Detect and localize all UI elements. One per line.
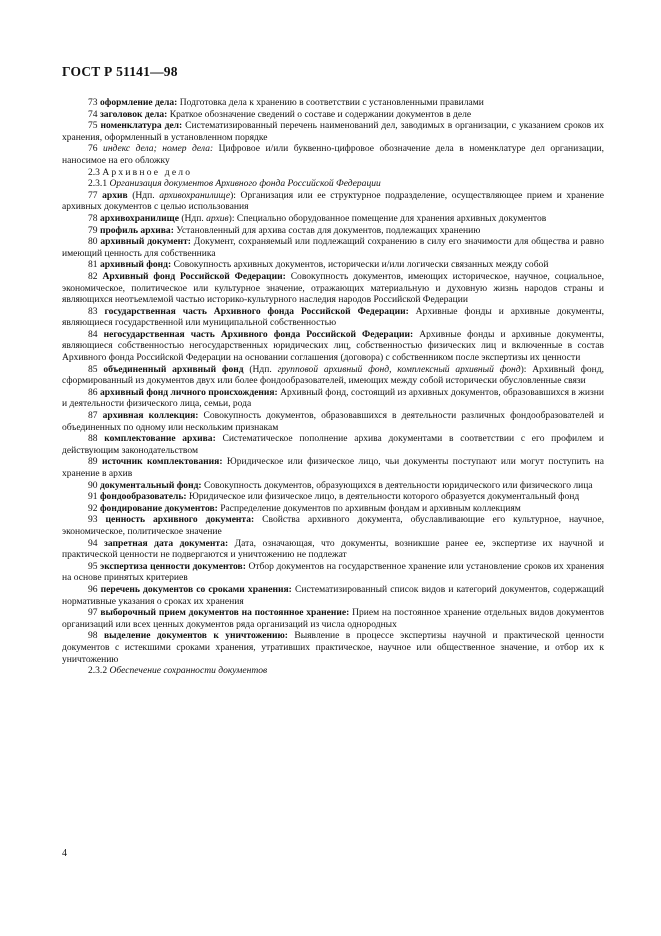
term-name: запретная дата документа:	[104, 537, 229, 549]
term-number: 79	[88, 224, 100, 236]
term-entry	[62, 364, 604, 387]
term-entry	[62, 306, 604, 329]
term-entry	[62, 561, 604, 584]
term-definition: Совокупность архивных документов, исторически и/или логически связанных между собой	[171, 259, 549, 271]
term-number: 75	[88, 120, 101, 132]
term-definition: Выявление в процессе экспертизы научной и практической ценности документов с истекшими сроками хранения, утративших практическое, научное или общественное значение, и отбор их к уничтожению	[62, 630, 604, 665]
term-entry	[62, 120, 604, 143]
term-entry	[62, 225, 604, 237]
term-entry	[62, 271, 604, 306]
term-number: 92	[88, 502, 100, 514]
term-number: 82	[88, 270, 103, 282]
term-entry	[62, 190, 604, 213]
term-number: 83	[88, 305, 105, 317]
section-number: 2.3.2	[88, 665, 110, 677]
term-definition: Дата, означающая, что документы, возникшие ранее ее, экспертизе их научной и практической ценности не подвергаются и уничтожению не подлежат	[62, 537, 605, 561]
term-note: групповой архивный фонд, комплексный архивный фонд	[277, 363, 521, 375]
term-number: 88	[88, 433, 105, 445]
term-note-suffix: ):	[228, 212, 235, 224]
section-number: 2.3.1	[88, 178, 110, 190]
term-definition: Систематическое пополнение архива документами в соответствии с его профилем и действующим законодательством	[62, 433, 604, 456]
term-definition: Специально оборудованное помещение для хранения архивных документов	[234, 212, 547, 224]
term-entry	[62, 433, 604, 456]
term-name: Архивный фонд Российской Федерации:	[102, 270, 286, 282]
term-entry	[62, 503, 604, 515]
term-entry	[62, 630, 604, 665]
term-name: фондирование документов:	[99, 502, 218, 514]
term-entry	[62, 109, 604, 121]
term-name: объединенный архивный фонд	[103, 363, 244, 375]
term-definition: Совокупность документов, образовавшихся в деятельности различных фондообразователей и объединенных по одному или нескольким признакам	[62, 410, 604, 433]
term-entry	[62, 213, 604, 225]
term-entry	[62, 259, 604, 271]
term-entry	[62, 387, 604, 410]
section-heading	[62, 167, 604, 179]
document-body	[62, 97, 604, 677]
term-name: архивный фонд личного происхождения:	[99, 386, 278, 398]
term-definition: Отбор документов на государственное хранение или установление сроков их хранения на основе принятых критериев	[62, 560, 604, 584]
term-number: 84	[88, 328, 104, 340]
term-definition: Документ, сохраняемый или подлежащий сохранению в силу его значимости для общества и равно имеющий ценность для собственника	[62, 236, 604, 259]
section-title: Обеспечение сохранности документов	[109, 665, 268, 677]
term-number: 98	[88, 630, 104, 642]
term-entry	[62, 236, 604, 259]
term-name: перечень документов со сроками хранения:	[100, 583, 292, 595]
section-title: Архивное дело	[102, 166, 193, 178]
term-definition: Систематизированный перечень наименований дел, заводимых в организации, с указанием сроков их хранения, оформленный в установленном порядке	[62, 120, 604, 143]
term-name: выделение документов к уничтожению:	[103, 630, 288, 642]
term-name: негосударственная часть Архивного фонда Российской Федерации:	[103, 328, 414, 340]
term-entry	[62, 514, 604, 537]
term-definition: Подготовка дела к хранению в соответствии с установленными правилами	[177, 97, 484, 108]
term-name: экспертиза ценности документов:	[100, 560, 246, 572]
term-definition: Организация или ее структурное подразделение, осуществляющее прием и хранение архивных документов с целью использования	[62, 189, 604, 213]
term-entry	[62, 97, 604, 109]
term-name: профиль архива:	[99, 224, 174, 236]
term-number: 76	[88, 143, 104, 155]
term-number: 77	[88, 189, 103, 201]
term-definition: Установленный для архива состав для документов, подлежащих хранению	[173, 224, 481, 236]
term-number: 91	[88, 491, 100, 503]
term-entry	[62, 538, 604, 561]
term-name: источник комплектования:	[101, 456, 223, 468]
term-number: 81	[88, 259, 100, 271]
term-entry	[62, 410, 604, 433]
term-name: заголовок дела:	[99, 108, 168, 120]
term-note-prefix: (Ндп.	[178, 212, 207, 224]
term-definition: Архивные фонды и архивные документы, являющиеся государственной или муниципальной собственностью	[62, 305, 604, 329]
term-name: ценность архивного документа:	[105, 514, 255, 526]
section-heading	[62, 178, 604, 190]
term-definition: Систематизированный список видов и категорий документов, содержащий нормативные указания о сроках их хранения	[62, 583, 605, 607]
term-number: 89	[88, 456, 102, 468]
term-definition: Прием на постоянное хранение отдельных видов документов организаций или всех ценных документов ряда организаций из числа однородных	[62, 607, 604, 630]
term-name: индекс дела; номер дела:	[103, 143, 214, 155]
term-number: 78	[88, 212, 100, 224]
term-definition: Архивные фонды и архивные документы, являющиеся собственностью негосударственных юридических лиц, собственностью физических лиц и включенные в состав Архивного фонда Российской Федерации на основании соглашения (договора) с собственником после экспертизы их ценности	[62, 328, 605, 364]
term-number: 97	[88, 607, 101, 619]
term-name: номенклатура дел:	[100, 120, 183, 132]
term-name: оформление дела:	[99, 97, 178, 108]
term-number: 86	[88, 386, 100, 398]
term-name: архивная коллекция:	[102, 410, 199, 422]
term-definition: Краткое обозначение сведений о составе и содержании документов в деле	[167, 108, 472, 120]
term-note-prefix: (Ндп.	[243, 363, 278, 375]
term-definition: Архивный фонд, сформированный из документов двух или более фондообразователей, имеющих между собой исторически обусловленные связи	[62, 363, 605, 387]
section-number: 2.3	[88, 166, 103, 178]
term-name: комплектование архива:	[104, 433, 216, 445]
term-note-prefix: (Ндп.	[127, 189, 160, 201]
term-entry	[62, 480, 604, 492]
term-number: 95	[88, 560, 101, 572]
term-definition: Распределение документов по архивным фондам и архивным коллекциям	[217, 502, 521, 514]
document-header: ГОСТ Р 51141—98	[62, 64, 178, 79]
term-number: 94	[88, 537, 105, 549]
term-definition: Архивный фонд, состоящий из архивных документов, образовавшихся в жизни и деятельности физического лица, семьи, рода	[62, 386, 605, 410]
term-note: архив	[206, 212, 229, 224]
term-number: 85	[88, 363, 104, 375]
term-entry	[62, 143, 604, 166]
term-name: фондообразователь:	[99, 491, 187, 503]
section-heading	[62, 665, 604, 677]
term-note-suffix: ):	[230, 189, 236, 201]
term-name: выборочный прием документов на постоянное хранение:	[100, 607, 350, 619]
term-name: документальный фонд:	[99, 479, 202, 491]
term-definition: Совокупность документов, образующихся в деятельности юридического или физического лица	[201, 479, 593, 491]
section-title: Организация документов Архивного фонда Российской Федерации	[109, 178, 381, 190]
term-name: государственная часть Архивного фонда Российской Федерации:	[104, 305, 409, 317]
term-definition: Цифровое и/или буквенно-цифровое обозначение дела в номенклатуре дел организации, наносимое на его обложку	[62, 143, 604, 166]
term-entry	[62, 329, 604, 364]
term-definition: Свойства архивного документа, обуславливающие его культурное, научное, экономическое, политическое значение	[62, 514, 604, 537]
term-number: 80	[88, 236, 101, 248]
term-number: 90	[88, 479, 100, 491]
term-name: архив	[102, 189, 128, 201]
term-definition: Юридическое или физическое лицо, чьи документы поступают или могут поступить на хранение в архив	[62, 456, 605, 479]
term-number: 96	[88, 583, 101, 595]
term-name: архивный фонд:	[99, 259, 172, 271]
term-note-suffix: ):	[520, 363, 527, 375]
term-note: архивохранилище	[159, 189, 231, 201]
term-number: 73	[88, 97, 100, 108]
term-number: 87	[88, 410, 103, 422]
term-number: 93	[88, 514, 106, 526]
term-entry	[62, 491, 604, 503]
page-number: 4	[62, 848, 67, 859]
term-definition: Юридическое или физическое лицо, в деятельности которого образуется документальный фонд	[186, 491, 580, 503]
term-definition: Совокупность документов, имеющих историческое, научное, социальное, экономическое, политическое или культурное значение, отражающих материальную и духовную жизнь народов страны и являющихся неотъемлемой частью историко-культурного наследия народов Российской Федерации	[62, 270, 604, 306]
term-number: 74	[88, 108, 100, 120]
term-name: архивный документ:	[100, 236, 191, 248]
term-entry	[62, 456, 604, 479]
term-entry	[62, 607, 604, 630]
term-name: архивохранилище	[99, 212, 179, 224]
term-entry	[62, 584, 604, 607]
